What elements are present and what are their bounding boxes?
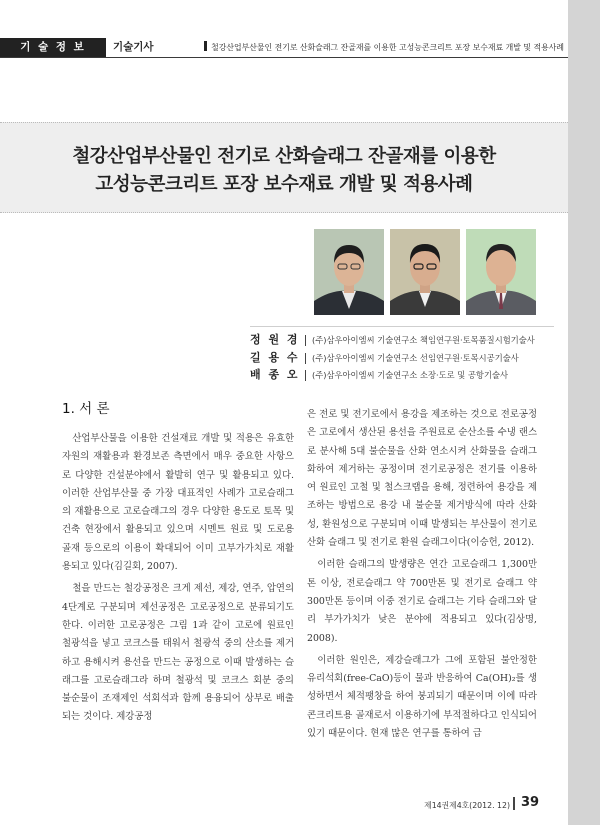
page-edge-strip: [568, 0, 600, 825]
author-list: [250, 328, 535, 381]
section-heading: 1. 서 론: [62, 401, 110, 417]
author-entry: [250, 328, 535, 346]
author-affiliation: (주)삼우아이엠씨 기술연구소 책임연구원·토목품질시험기술사: [305, 335, 535, 346]
issue-info: 제14권제4호(2012. 12): [424, 801, 510, 810]
article-title-line-1: 철강산업부산물인 전기로 산화슬래그 잔골재를 이용한: [72, 146, 496, 167]
body-column-right: [307, 406, 537, 743]
category-label: 기술기사: [113, 41, 154, 53]
author-entry: [250, 363, 535, 381]
body-paragraph: 이러한 슬래그의 발생량은 연간 고로슬래그 1,300만톤 이상, 전로슬래그 약 700만톤 및 전기로 슬래그 약 300만톤 등이며 이중 전기로 슬래그는 기타 슬래그와 달리 부가가치가 낮은 분야에 적용되고 있다(김상명, 2008).: [307, 559, 537, 644]
author-affiliation: (주)삼우아이엠씨 기술연구소 소장·도로 및 공항기술사: [305, 370, 508, 381]
article-title-line-2: 고성능콘크리트 포장 보수재료 개발 및 적용사례: [95, 174, 473, 195]
author-name: 정 원 경: [250, 333, 300, 346]
author-divider: [250, 326, 554, 327]
page-number: 39: [521, 795, 540, 810]
page-number-divider: [513, 797, 515, 810]
author-name: 배 종 오: [250, 368, 300, 381]
author-affiliation: (주)삼우아이엠씨 기술연구소 선임연구원·토목시공기술사: [305, 353, 519, 364]
running-title: 철강산업부산물인 전기로 산화슬래그 잔골재를 이용한 고성능콘크리트 포장 보수재료 개발 및 적용사례: [204, 38, 564, 57]
body-paragraph: 산업부산물을 이용한 건설재료 개발 및 적용은 유효한 자원의 재활용과 환경보존 측면에서 매우 중요한 사항으로 다양한 건설분야에서 활발히 연구 및 활용되고 있다. 이러한 산업부산물 중 가장 대표적인 사례가 고로슬래그의 재활용으로 고로슬래그의 경우 다양한 용도로 토목 및 건축 현장에서 활용되고 있으며 시멘트 원료 및 도로용 골재 등으로의 이용이 확대되어 이미 고부가가치로 재활용되고 있다(김길회, 2007).: [62, 433, 294, 573]
body-paragraph: 철을 만드는 철강공정은 크게 제선, 제강, 연주, 압연의 4단계로 구분되며 제선공정은 고로공정으로 분류되기도 한다. 이러한 고로공정은 그림 1과 같이 고로에 원료인 철광석을 넣고 코크스를 태워서 철광석 중의 산소를 제거하고 용해시켜 용선을 만드는 공정으로 이때 발생하는 슬래그를 고로슬래그라 하며 철광석 및 코크스 회분 중의 불순물이 조재제인 석회석과 함께 용융되어 상부로 배출되는 것이다. 제강공정: [62, 583, 294, 723]
author-photo-1: [314, 229, 384, 315]
author-photo-2: [390, 229, 460, 315]
body-paragraph: 은 전로 및 전기로에서 용강을 제조하는 것으로 전로공정은 고로에서 생산된 용선을 주원료로 순산소를 수냉 랜스로 분사해 5대 불순물을 산화 연소시켜 산화물을 슬래그화하여 제거하는 공정이며 전기로공정은 전기를 이용하여 원료인 고철 및 철스크랩을 용해, 정련하여 용강을 제조하는 방법으로 용강 내 불순물 제거방식에 따라 산화성, 환원성으로 구분되며 이때 발생되는 부산물이 전기로 산화 슬래그 및 전기로 환원 슬래그이다(이승헌, 2012).: [307, 409, 537, 549]
author-photo-3: [466, 229, 536, 315]
body-column-left: [62, 400, 294, 727]
body-paragraph: 이러한 원인은, 제강슬래그가 그에 포함된 불안정한 유리석회(free-CaO)등이 물과 반응하여 Ca(OH)₂를 생성하면서 체적팽창을 하여 붕괴되기 때문이며 이에 따라 콘크리트용 골재로서 이용하기에 부적절하다고 인식되어 있기 때문이다. 현재 많은 연구를 통하여 급: [307, 654, 537, 740]
author-name: 길 용 수: [250, 350, 300, 364]
section-label: 기 술 정 보: [0, 38, 106, 57]
author-entry: [250, 346, 535, 364]
